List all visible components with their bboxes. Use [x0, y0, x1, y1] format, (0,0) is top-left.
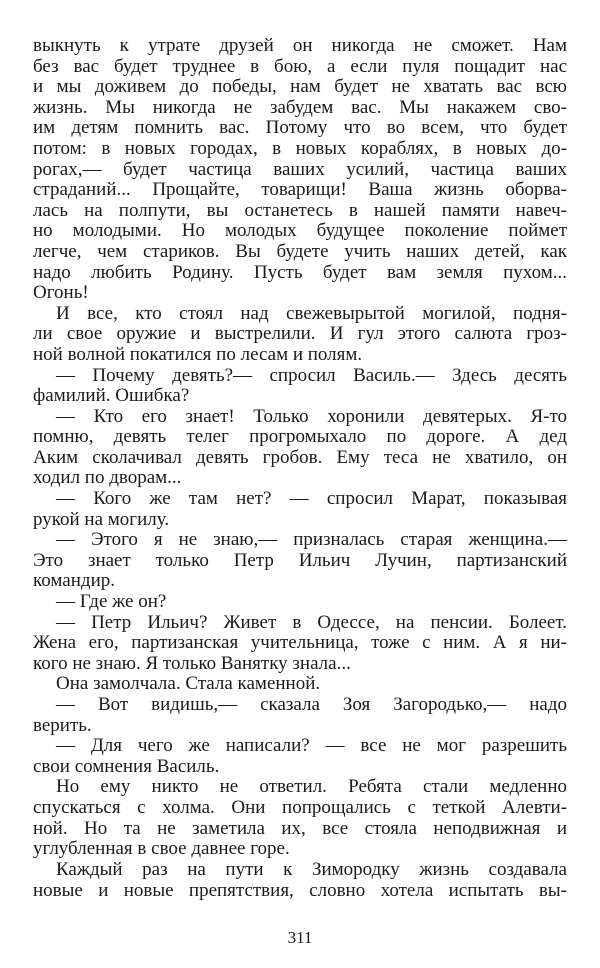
text-line: И все, кто стоял над свежевырытой могилой, подня-: [56, 302, 567, 324]
text-line: командир.: [33, 570, 115, 592]
text-line: — Кто его знает! Только хоронили девятерых. Я-то: [56, 405, 567, 427]
text-line: лась на полпути, вы останетесь в нашей памяти навеч-: [33, 199, 567, 221]
text-line: без вас будет труднее в бою, а если пуля пощадит нас: [33, 55, 567, 77]
text-line: рукой на могилу.: [33, 508, 170, 530]
text-line: Жена его, партизанская учительница, тоже с ним. А я ни-: [33, 632, 567, 654]
text-line: Каждый раз на пути к Зимородку жизнь создавала: [56, 859, 567, 880]
main-text-block: [33, 36, 567, 860]
text-line: новые и новые препятствия, словно хотела испытать вы-: [33, 879, 567, 901]
text-line: жизнь. Мы никогда не забудем вас. Мы накажем сво-: [33, 96, 567, 118]
text-line: — Кого же там нет? — спросил Марат, показывая: [56, 488, 567, 510]
text-line: помню, девять телег прогромыхало по дороге. А дед: [33, 426, 567, 448]
text-line: легче, чем стариков. Вы будете учить наших детей, как: [33, 240, 567, 262]
text-line: надо любить Родину. Пусть будет вам земля пухом...: [33, 261, 567, 283]
next-section-text-block: [33, 860, 567, 901]
text-line: свои сомнения Василь.: [33, 755, 220, 777]
text-line: им детям помнить вас. Потому что во всем, что будет: [33, 117, 567, 139]
text-line: ли свое оружие и выстрелили. И гул этого салюта гроз-: [33, 323, 567, 345]
text-line: потом: в новых городах, в новых кораблях, в новых до-: [33, 137, 567, 159]
text-line: ной волной покатился по лесам и полям.: [33, 343, 363, 365]
text-line: спускаться с холма. Они попрощались с теткой Алевти-: [33, 796, 567, 818]
text-line: и мы доживем до победы, нам будет не хватать вас всю: [33, 76, 567, 98]
text-line: рогах,— будет частица ваших усилий, частица ваших: [33, 158, 567, 180]
text-line: Огонь!: [33, 282, 89, 304]
text-line: Это знает только Петр Ильич Лучин, партизанский: [33, 549, 567, 571]
text-line: кого не знаю. Я только Ванятку знала...: [33, 652, 351, 674]
page-number: 311: [287, 928, 313, 947]
text-line: — Где же он?: [56, 591, 167, 613]
text-line: но молодыми. Но молодых будущее поколение поймет: [33, 220, 567, 242]
text-line: углубленная в свое давнее горе.: [33, 838, 290, 860]
text-line: Но ему никто не ответил. Ребята стали медленно: [56, 776, 567, 798]
text-line: выкнуть к утрате друзей он никогда не сможет. Нам: [33, 35, 567, 56]
text-line: — Этого я не знаю,— призналась старая женщина.—: [56, 529, 567, 551]
text-line: Аким сколачивал девять гробов. Ему теса не хватило, он: [33, 446, 567, 468]
text-line: — Петр Ильич? Живет в Одессе, на пенсии. Болеет.: [56, 611, 567, 633]
text-line: — Для чего же написали? — все не мог разрешить: [56, 735, 567, 757]
text-line: Она замолчала. Стала каменной.: [56, 673, 321, 695]
text-line: ходил по дворам...: [33, 467, 182, 489]
text-line: — Почему девять?— спросил Василь.— Здесь десять: [56, 364, 567, 386]
text-line: фамилий. Ошибка?: [33, 385, 190, 407]
text-line: ной. Но та не заметила их, все стояла неподвижная и: [33, 817, 567, 839]
text-line: страданий... Прощайте, товарищи! Ваша жизнь оборва-: [33, 179, 567, 201]
text-line: верить.: [33, 714, 92, 736]
text-line: — Вот видишь,— сказала Зоя Загородько,— надо: [56, 694, 567, 715]
